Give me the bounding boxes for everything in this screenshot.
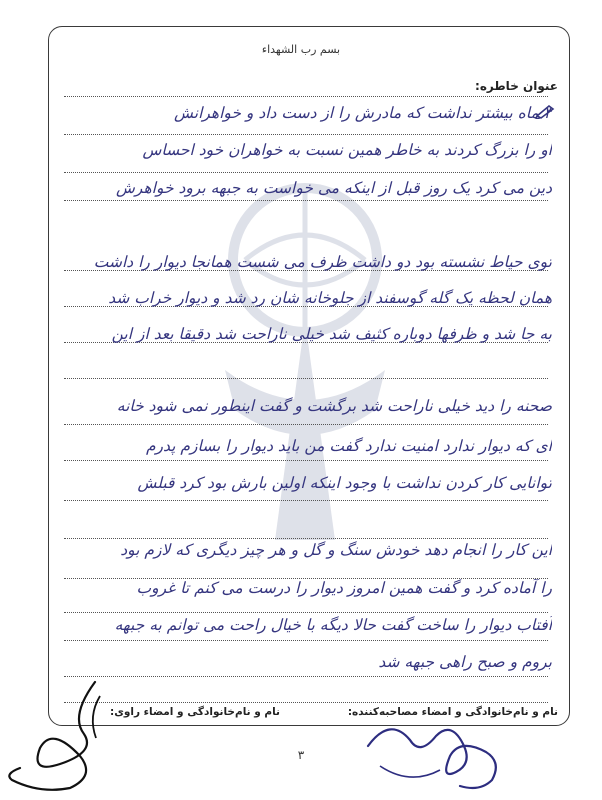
handwritten-line: ای که دیوار ندارد امنیت ندارد گفت من باید دیوار را بسازم پدرم [145,437,552,455]
handwritten-line: بروم و صبح راهی جبهه شد [378,653,552,671]
ruled-line [64,200,548,201]
emblem-watermark [185,170,425,570]
handwritten-line: به جا شد و ظرفها دوباره کثیف شد خیلی ناراحت شد دقیقا بعد از این [111,325,552,343]
handwritten-line: صحنه را دید خیلی ناراحت شد برگشت و گفت اینطور نمی شود خانه [116,397,552,415]
narrator-signature [0,676,120,794]
ruled-line [64,538,548,539]
ruled-line [64,378,548,379]
page-header: بسم رب الشهداء [261,43,341,56]
handwritten-line: همان لحظه یک گله گوسفند از جلوخانه شان رد شد و دیوار خراب شد [108,289,552,307]
handwritten-line: توانایی کار کردن نداشت با وجود اینکه اولین بارش بود کرد قبلش [137,474,552,492]
ruled-line [64,640,548,641]
ruled-line [64,500,548,501]
ruled-line [64,676,548,677]
handwritten-line: آفتاب دیوار را ساخت گفت حالا دیگه با خیال راحت می توانم به جبهه [114,616,552,634]
narrator-signature-label: نام و نام‌خانوادگی و امضاء راوی: [110,706,280,718]
ruled-line [64,612,548,613]
handwritten-line: توی حیاط نشسته بود دو داشت ظرف می شست همانجا دیوار را داشت [93,253,552,271]
handwritten-line: او را بزرگ کردند به خاطر همین نسبت به خواهران خود احساس [142,141,552,159]
memoir-title-label: عنوان خاطره: [475,79,558,93]
handwritten-line: این کار را انجام دهد خودش سنگ و گل و هر چیز دیگری که لازم بود [120,541,552,559]
handwritten-line: دین می کرد یک روز قبل از اینکه می خواست به جبهه برود خواهرش [115,179,552,197]
handwritten-line: ۳ ماه بیشتر نداشت که مادرش را از دست داد و خواهرانش [174,104,552,122]
ruled-line [64,460,548,461]
ruled-line [64,96,548,97]
handwritten-line: را آماده کرد و گفت همین امروز دیوار را درست می کنم تا غروب [136,579,552,597]
ruled-line [64,424,548,425]
ruled-line [64,134,548,135]
ruled-line [64,172,548,173]
ruled-line [64,702,548,703]
interviewer-signature-label: نام و نام‌خانوادگی و امضاء مصاحبه‌کننده: [347,706,558,718]
page-number: ۳ [297,748,305,762]
